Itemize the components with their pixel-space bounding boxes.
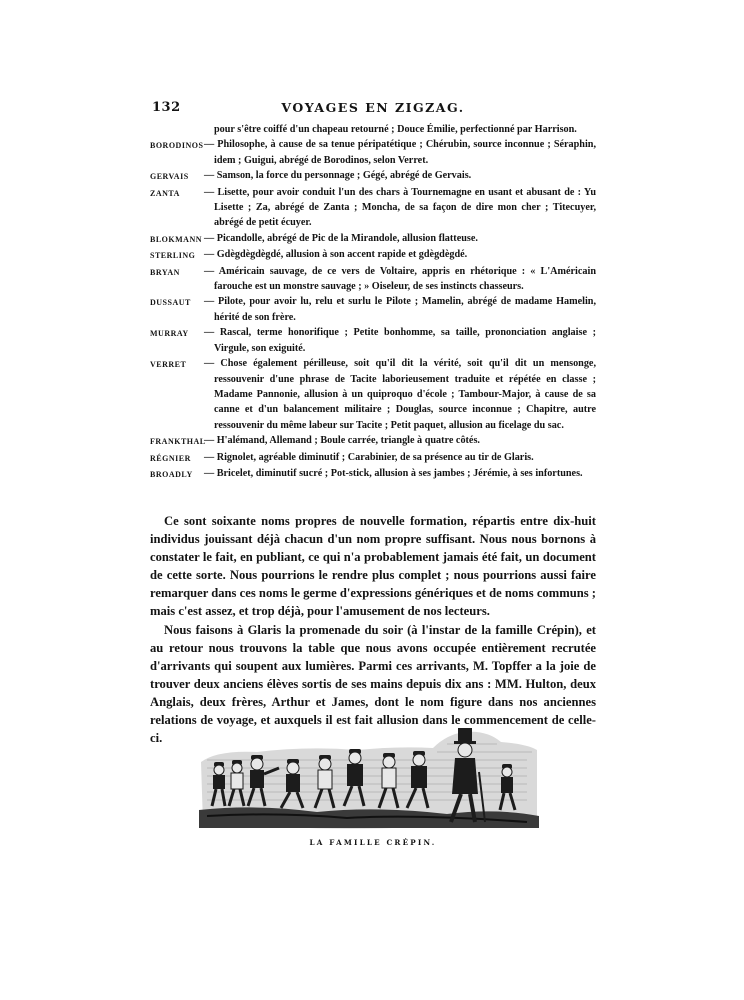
entry-name: RÉGNIER (150, 453, 191, 463)
entry-name: BROADLY (150, 469, 193, 479)
entry-name (150, 122, 204, 137)
entry-name: BLOKMANN (150, 234, 202, 244)
entry-text: — H'alémand, Allemand ; Boule carrée, triangle à quatre côtés. (204, 435, 480, 447)
entry-name: FRANKTHAL (150, 437, 206, 447)
nickname-entry (150, 294, 596, 325)
running-title: VOYAGES EN ZIGZAG. (281, 100, 465, 115)
nickname-entry (150, 450, 596, 466)
nickname-entry (150, 433, 596, 449)
entry-name: BRYAN (150, 267, 180, 277)
entry-name: DUSSAUT (150, 298, 191, 308)
entry-text: — Américain sauvage, de ce vers de Voltaire, appris en rhétorique : « L'Américain farouche est un monstre sauvage ; » Oiseleur, de ses instincts chasseurs. (204, 265, 596, 293)
nickname-entry (150, 325, 596, 356)
page-number: 132 (152, 100, 181, 115)
nickname-entry (150, 168, 596, 184)
entry-name: GERVAIS (150, 172, 189, 182)
illustration-caption: LA FAMILLE CRÉPIN. (309, 838, 437, 847)
entry-text: — Rascal, terme honorifique ; Petite bonhomme, sa taille, prononciation anglaise ; Virgule, son exiguité. (204, 327, 596, 354)
illustration-famille-crepin (197, 728, 540, 832)
entry-name: BORODINOS (150, 141, 204, 151)
entry-text: pour s'être coiffé d'un chapeau retourné ; Douce Émilie, perfectionné par Harrison. (214, 124, 577, 135)
entry-text: — Picandolle, abrégé de Pic de la Mirandole, allusion flatteuse. (204, 232, 478, 244)
body-text (150, 512, 596, 747)
entry-name: STERLING (150, 251, 196, 261)
entry-name: VERRET (150, 360, 187, 370)
entry-name: ZANTA (150, 188, 180, 198)
entry-text: — Bricelet, diminutif sucré ; Pot-stick, allusion à ses jambes ; Jérémie, à ses infortunes. (204, 467, 583, 479)
entry-text: — Lisette, pour avoir conduit l'un des chars à Tournemagne en usant et abusant de : Yu Lisette ; Za, abrégé de Zanta ; Moncha, de sa façon de dire mon cher ; Titecuyer, abrégé de petit écuyer. (204, 186, 596, 229)
nickname-entry (150, 185, 596, 231)
entry-text: — Chose également périlleuse, soit qu'il dit la vérité, soit qu'il dit un mensonge, ressouvenir d'une phrase de Tacite laborieusement traduite et répétée en classe ; Madame Pannonie, allusion à un quiproquo d'école ; Tambour-Major, à cause de sa canne et d'un balancement militaire ; Douglas, source inconnue ; Chapitre, autre ressouvenir du même labeur sur Tacite ; Petit paquet, allusion au ficelage du sac. (204, 358, 596, 431)
entry-text: — Pilote, pour avoir lu, relu et surlu le Pilote ; Mamelin, abrégé de madame Hamelin, hérité de son frère. (204, 296, 596, 323)
entry-text: — Samson, la force du personnage ; Gégé, abrégé de Gervais. (204, 170, 472, 182)
entry-text: — Gdègdègdègdé, allusion à son accent rapide et gdègdègdé. (204, 249, 468, 261)
nickname-entry (150, 122, 596, 137)
paragraph-2: Nous faisons à Glaris la promenade du soir (à l'instar de la famille Crépin), et au retour nous trouvons la table que nous avons occupée entièrement recrutée d'arrivants qui soupent aux lumières. Parmi ces arrivants, M. Topffer a la joie de trouver deux anciens élèves sortis de ses mains depuis dix ans : MM. Hulton, deux Anglais, deux frères, Arthur et James, dont le nom figure dans nos anciennes relations de voyage, et auxquels il est fait allusion dans le commencement de celle-ci. (150, 622, 596, 746)
paragraph-1: Ce sont soixante noms propres de nouvelle formation, répartis entre dix-huit individus jouissant déjà chacun d'un nom propre suffisant. Nous nous bornons à constater le fait, en publiant, ce qui n'a probablement jamais été fait, un document de cette sorte. Nous pourrions le rendre plus complet ; nous pourrions aussi faire remarquer dans ces noms le germe d'expressions génériques et de noms communs ; mais c'est assez, et trop déjà, pour l'amusement de nos lecteurs. (150, 514, 596, 619)
nickname-list (150, 122, 596, 482)
nickname-entry (150, 466, 596, 482)
page-header (152, 100, 594, 120)
nickname-entry (150, 247, 596, 263)
nickname-entry (150, 264, 596, 295)
nickname-entry (150, 231, 596, 247)
entry-name: MURRAY (150, 329, 189, 339)
nickname-entry (150, 356, 596, 433)
entry-text: — Rignolet, agréable diminutif ; Carabinier, de sa présence au tir de Glaris. (204, 451, 534, 463)
nickname-entry (150, 137, 596, 168)
entry-text: — Philosophe, à cause de sa tenue péripatétique ; Chérubin, source inconnue ; Séraphin, idem ; Guigui, abrégé de Borodinos, selon Verret. (204, 139, 596, 166)
